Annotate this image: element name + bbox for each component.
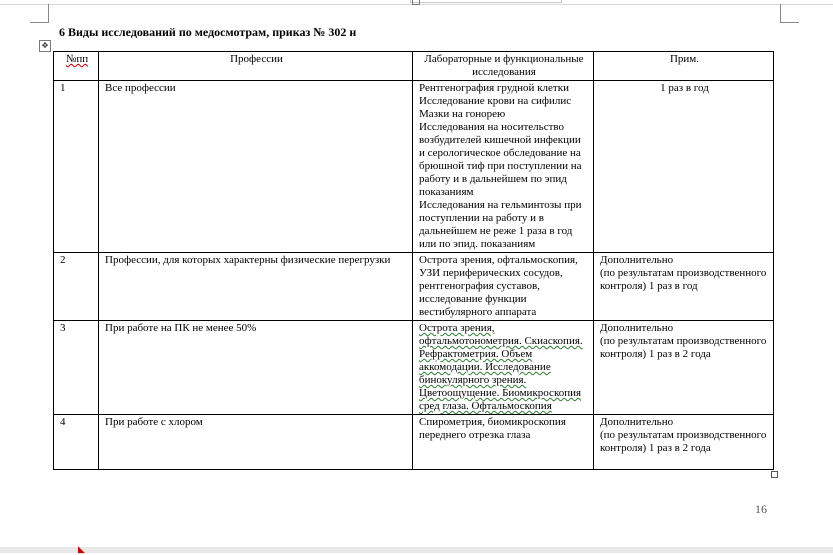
test-item: Рентгенография грудной клетки (419, 82, 569, 94)
table-row (54, 415, 774, 470)
table-move-handle-icon[interactable]: ✥ (39, 40, 51, 52)
note-line: Дополнительно (600, 416, 674, 428)
cell-num[interactable]: 3 (54, 321, 99, 415)
cell-tests[interactable] (413, 321, 594, 415)
table-row (54, 321, 774, 415)
note-line: (по результатам производственного контроля) 1 раз в 2 года (600, 429, 767, 454)
test-item: Исследование крови на сифилис (419, 95, 572, 107)
previous-page-marker (412, 0, 420, 5)
test-item: Спирометрия, биомикроскопия переднего отрезка глаза (419, 416, 566, 441)
note-line: (по результатам производственного контроля) 1 раз в год (600, 267, 767, 292)
header-num[interactable]: №пп (54, 52, 99, 81)
header-tests[interactable]: Лабораторные и функциональные исследования (413, 52, 594, 81)
cell-num[interactable]: 1 (54, 81, 99, 253)
medical-exams-table (53, 51, 774, 470)
cell-tests[interactable] (413, 415, 594, 470)
note-line: Дополнительно (600, 322, 674, 334)
cell-tests[interactable] (413, 253, 594, 321)
cell-note[interactable] (594, 253, 774, 321)
spellcheck-mark-icon: ◣ (78, 545, 85, 555)
test-item: Острота зрения, офтальмотонометрия. Скиаскопия. Рефрактометрия. Объем аккомодации. Исследование бинокулярного зрения. Цветоощущение. Биомикроскопия сред глаза. Офтальмоскопия (419, 322, 583, 412)
header-professions[interactable]: Профессии (99, 52, 413, 81)
page-number: 16 (755, 502, 767, 516)
cell-profession[interactable]: При работе с хлором (99, 415, 413, 470)
test-item: Исследования на носительство возбудителей кишечной инфекции и серологическое обследование на брюшной тиф при поступлении на работу и в дальнейшем по эпид показаниям (419, 121, 582, 198)
cell-num[interactable]: 2 (54, 253, 99, 321)
cell-tests[interactable] (413, 81, 594, 253)
header-note[interactable]: Прим. (594, 52, 774, 81)
cell-profession[interactable]: При работе на ПК не менее 50% (99, 321, 413, 415)
cell-note[interactable]: 1 раз в год (594, 81, 774, 253)
previous-page-fragment (410, 0, 562, 3)
table-row (54, 253, 774, 321)
table-row (54, 81, 774, 253)
margin-corner-mark-left (30, 4, 49, 23)
section-heading: 6 Виды исследований по медосмотрам, приказ № 302 н (59, 25, 357, 39)
cell-note[interactable] (594, 321, 774, 415)
table-resize-handle[interactable] (771, 471, 778, 478)
cell-profession[interactable]: Профессии, для которых характерны физические перегрузки (99, 253, 413, 321)
table-header-row (54, 52, 774, 81)
test-item: Исследования на гельминтозы при поступлении на работу и в дальнейшем не реже 1 раза в год или по эпид. показаниям (419, 199, 582, 250)
test-item: Острота зрения, офтальмоскопия, УЗИ периферических сосудов, рентгенография суставов, исследование функции вестибулярного аппарата (419, 254, 578, 318)
margin-corner-mark-right (780, 4, 799, 23)
note-line: (по результатам производственного контроля) 1 раз в 2 года (600, 335, 767, 360)
cell-num[interactable]: 4 (54, 415, 99, 470)
test-item: Мазки на гонорею (419, 108, 506, 120)
cell-note[interactable] (594, 415, 774, 470)
next-page-gap (0, 547, 833, 553)
cell-profession[interactable]: Все профессии (99, 81, 413, 253)
note-line: Дополнительно (600, 254, 674, 266)
